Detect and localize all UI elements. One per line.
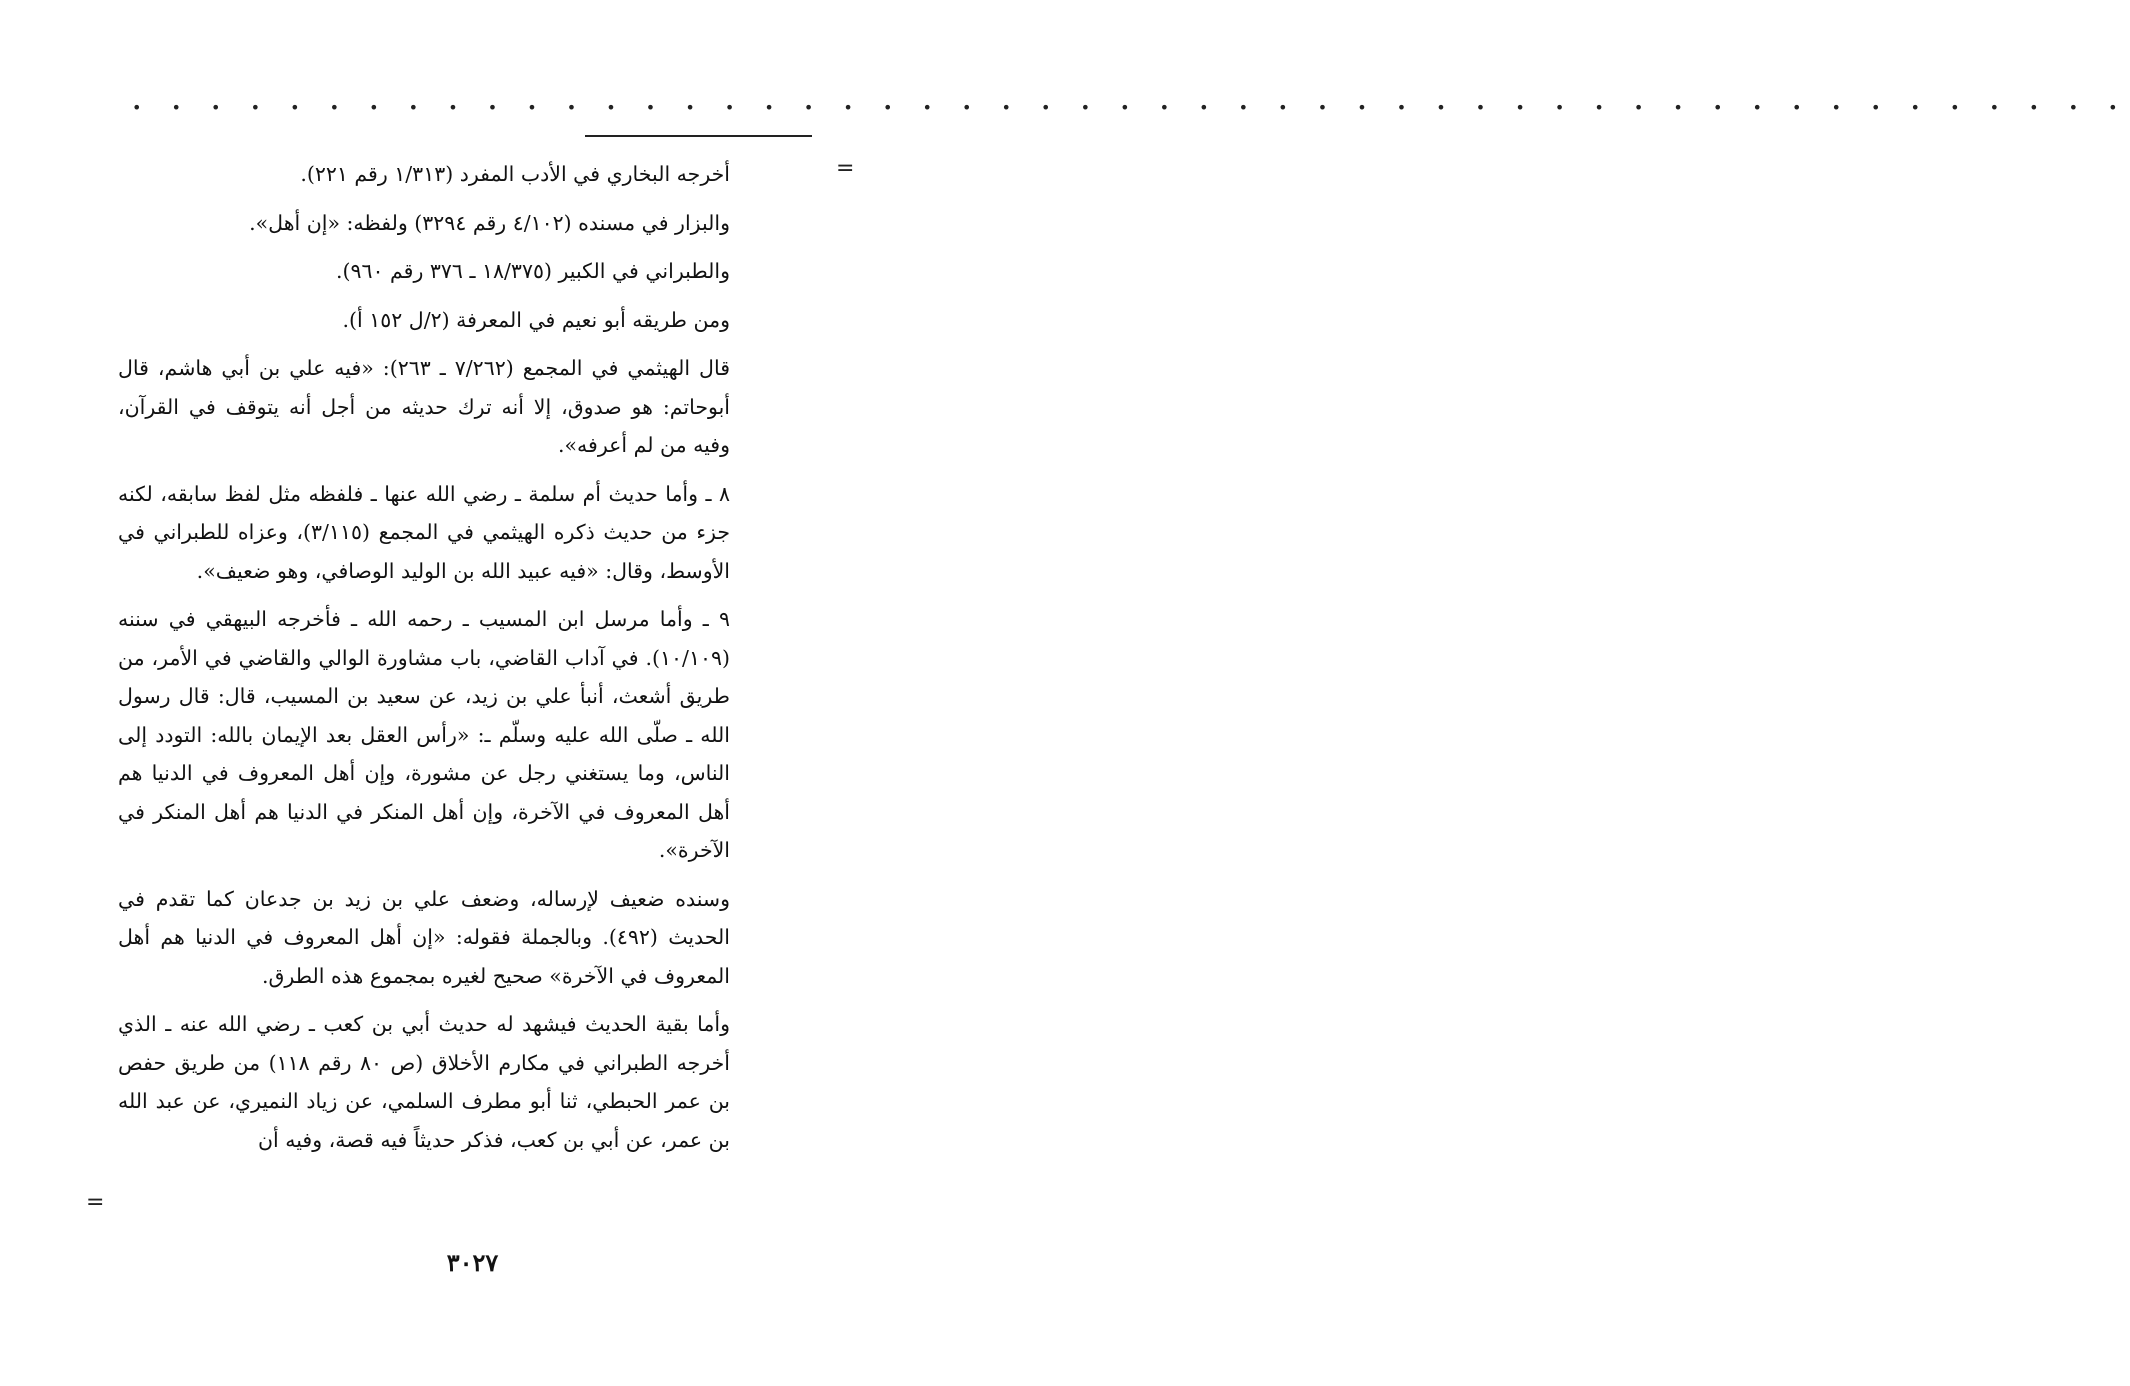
paragraph-tabarani-reference: والطبراني في الكبير (١٨/٣٧٥ ـ ٣٧٦ رقم ٩٦٠). [335, 259, 730, 283]
header-dotted-line: • • • • • • • • • • • • • • • • • • • • • • • • • • • • • • • • • • • • • • • • • • • • • • • • • • • [132, 98, 2130, 117]
paragraph-chain-assessment: وسنده ضعيف لإرساله، وضعف علي بن زيد بن جدعان كما تقدم في الحديث (٤٩٢). وبالجملة فقوله: «إن أهل المعروف في الدنيا هم أهل المعروف في الآخرة» صحيح لغيره بمجموع هذه الطرق. [118, 886, 730, 988]
paragraph-haythami-comment: قال الهيثمي في المجمع (٧/٢٦٢ ـ ٢٦٣): «فيه علي بن أبي هاشم، قال أبوحاتم: هو صدوق، إلا أنه ترك حديثه من أجل أنه يتوقف في القرآن، وفيه من لم أعرفه». [118, 356, 730, 457]
paragraph-abu-nuaym-reference: ومن طريقه أبو نعيم في المعرفة (٢/ل ١٥٢ أ). [342, 307, 730, 332]
continuation-mark-top: = [836, 156, 855, 181]
page-number: ٣٠٢٧ [446, 1248, 499, 1277]
footnote-separator-rule [585, 135, 812, 137]
paragraph-ibn-musayyib-mursal: ٩ ـ وأما مرسل ابن المسيب ـ رحمه الله ـ فأخرجه البيهقي في سننه (١٠/١٠٩). في آداب القاضي، باب مشاورة الوالي والقاضي في الأمر، من طريق أشعث، أنبأ علي بن زيد، عن سعيد بن المسيب، قال: قال رسول الله ـ صلّى الله عليه وسلّم ـ: «رأس العقل بعد الإيمان بالله: التودد إلى الناس، وما يستغني رجل عن مشورة، وإن أهل المعروف في الدنيا هم أهل المعروف في الآخرة، وإن أهل المنكر في الدنيا هم أهل المنكر في الآخرة». [118, 607, 730, 862]
paragraph-bazzar-reference: والبزار في مسنده (٤/١٠٢ رقم ٣٢٩٤) ولفظه: «إن أهل». [249, 210, 730, 235]
paragraph-bukhari-reference: أخرجه البخاري في الأدب المفرد (١/٣١٣ رقم ٢٢١). [300, 162, 730, 186]
footnote-body [118, 155, 730, 1169]
continuation-mark-bottom: = [86, 1190, 105, 1215]
paragraph-umm-salama-hadith: ٨ ـ وأما حديث أم سلمة ـ رضي الله عنها ـ فلفظه مثل لفظ سابقه، لكنه جزء من حديث ذكره الهيثمي في المجمع (٣/١١٥)، وعزاه للطبراني في الأوسط، وقال: «فيه عبيد الله بن الوليد الوصافي، وهو ضعيف». [118, 481, 731, 583]
paragraph-ubayy-ibn-kab-witness: وأما بقية الحديث فيشهد له حديث أبي بن كعب ـ رضي الله عنه ـ الذي أخرجه الطبراني في مكارم الأخلاق (ص ٨٠ رقم ١١٨) من طريق حفص بن عمر الحبطي، ثنا أبو مطرف السلمي، عن زياد النميري، عن عبد الله بن عمر، عن أبي بن كعب، فذكر حديثاً فيه قصة، وفيه أن [118, 1012, 730, 1152]
